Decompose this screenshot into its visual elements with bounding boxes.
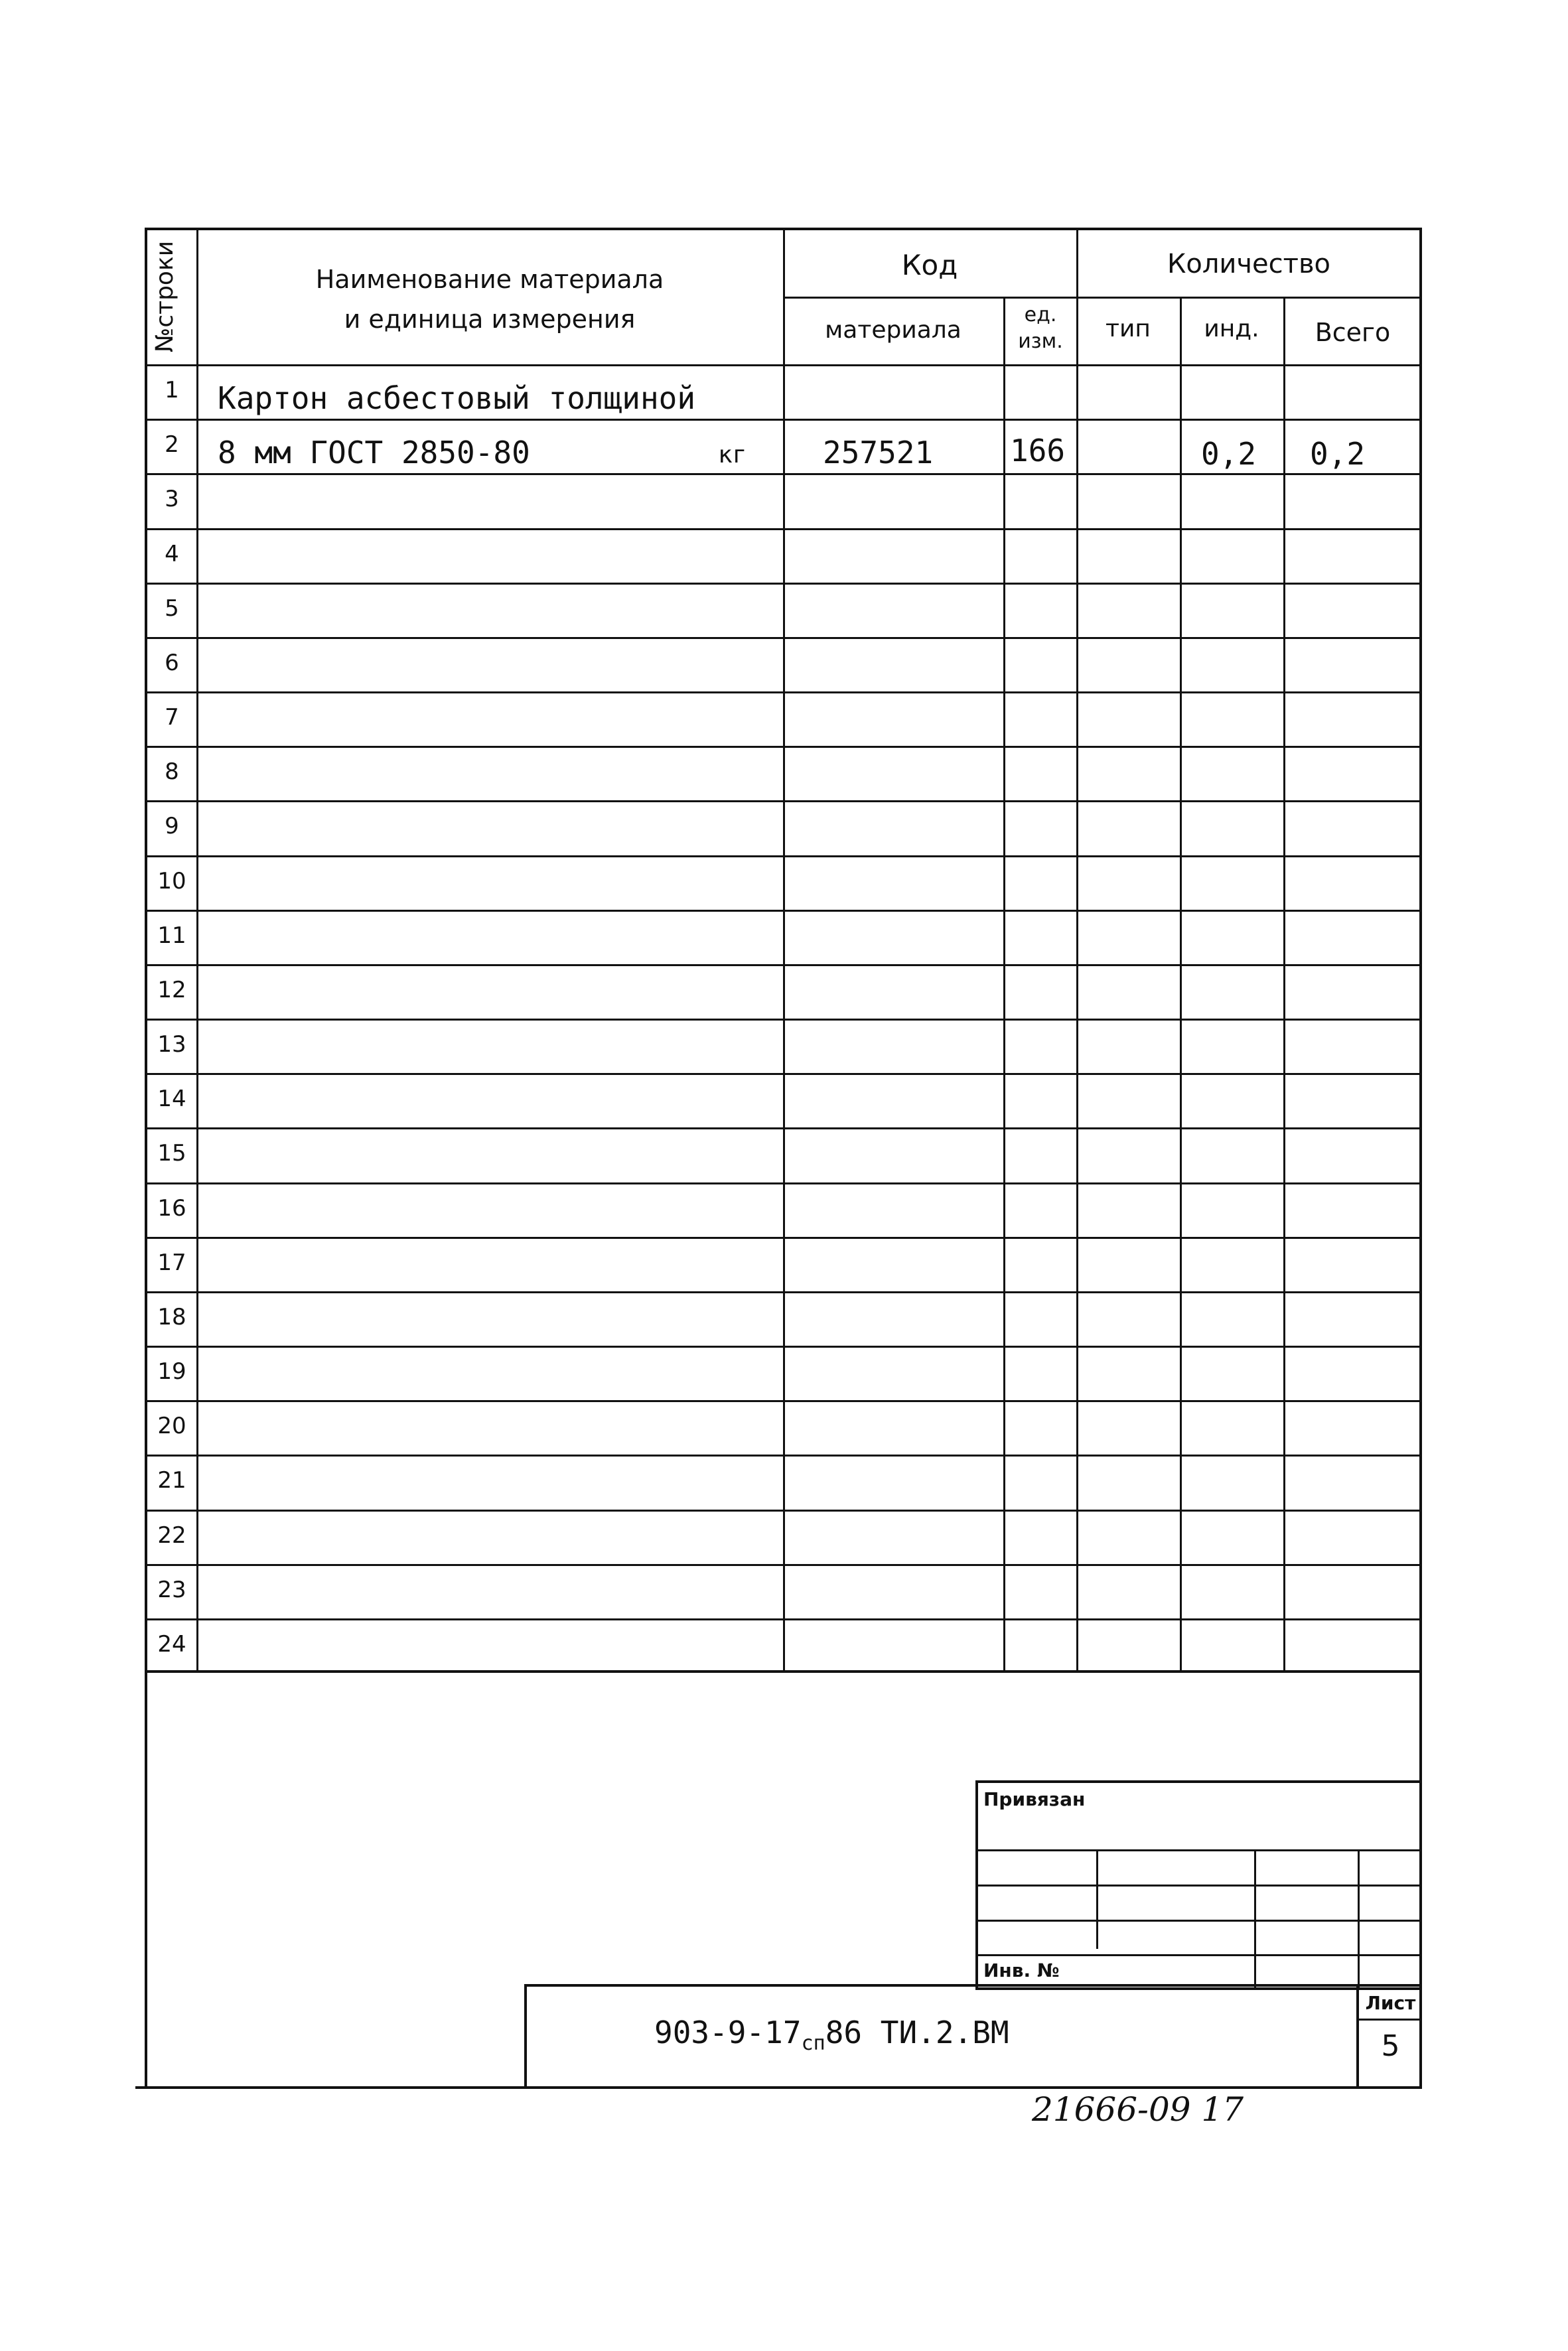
row-number: 3	[165, 486, 179, 512]
row-number-separator	[147, 419, 196, 421]
row-separator	[196, 473, 1419, 475]
row-number: 14	[157, 1086, 186, 1112]
row-number-separator	[147, 1182, 196, 1184]
materials-table	[145, 228, 1422, 1673]
linked-block	[975, 1780, 1422, 1990]
entry-unit-code: 166	[1010, 433, 1066, 468]
row-number-separator	[147, 746, 196, 748]
row-number-separator	[147, 583, 196, 585]
row-number: 20	[157, 1413, 186, 1439]
row-separator	[196, 1455, 1419, 1457]
row-number-separator	[147, 855, 196, 857]
sheet-label: Лист	[1365, 1992, 1416, 2014]
name-header-line2: и единица измерения	[344, 305, 636, 334]
row-number: 5	[165, 595, 179, 622]
row-separator	[196, 1073, 1419, 1075]
row-number-separator	[147, 528, 196, 530]
row-number: 15	[157, 1140, 186, 1167]
row-number-separator	[147, 910, 196, 912]
row-separator	[196, 1510, 1419, 1512]
row-number: 13	[157, 1031, 186, 1058]
row-separator	[196, 1346, 1419, 1348]
row-separator	[196, 746, 1419, 748]
row-number: 1	[165, 377, 179, 403]
code-material-header: материала	[825, 317, 962, 344]
row-number: 22	[157, 1522, 186, 1549]
row-number: 24	[157, 1631, 186, 1658]
entry-name-line1: Картон асбестовый толщиной	[218, 380, 696, 416]
row-number-separator	[147, 637, 196, 639]
entry-name-line2: 8 мм ГОСТ 2850-80	[218, 435, 530, 470]
row-separator	[196, 964, 1419, 966]
qty-total-header: Всего	[1315, 318, 1391, 347]
row-number-separator	[147, 473, 196, 475]
row-number-separator	[147, 691, 196, 693]
row-separator	[196, 1400, 1419, 1402]
row-separator	[196, 910, 1419, 912]
row-separator	[196, 1564, 1419, 1566]
row-number: 7	[165, 704, 179, 731]
row-number-separator	[147, 1618, 196, 1620]
row-number-separator	[147, 1073, 196, 1075]
row-number: 12	[157, 977, 186, 1003]
entry-material-code: 257521	[823, 435, 934, 470]
sheet-number: 5	[1381, 2029, 1400, 2063]
row-separator	[196, 583, 1419, 585]
inv-no-label: Инв. №	[983, 1959, 1060, 1981]
row-separator	[196, 1618, 1419, 1620]
row-number: 18	[157, 1304, 186, 1330]
linked-label: Привязан	[983, 1788, 1086, 1810]
name-header-line1: Наименование материала	[315, 265, 664, 294]
row-number: 6	[165, 650, 179, 676]
row-number: 23	[157, 1577, 186, 1603]
row-number: 2	[165, 431, 179, 458]
row-separator	[196, 855, 1419, 857]
code-header: Код	[901, 249, 958, 281]
entry-unit: кг	[718, 441, 747, 468]
row-number-separator	[147, 1455, 196, 1457]
document-code: $903-9-17_{сп}86$ ТИ.2.ВМ	[654, 2015, 1009, 2056]
row-number: 21	[157, 1467, 186, 1494]
row-separator	[196, 1291, 1419, 1293]
row-number: 16	[157, 1195, 186, 1222]
row-separator	[196, 1182, 1419, 1184]
row-separator	[196, 1019, 1419, 1021]
row-separator	[196, 691, 1419, 693]
row-separator	[196, 800, 1419, 802]
row-separator	[196, 419, 1419, 421]
row-number: 11	[157, 922, 186, 949]
qty-type-header: тип	[1105, 315, 1151, 342]
row-number-separator	[147, 1237, 196, 1239]
row-number-separator	[147, 1019, 196, 1021]
row-number: 19	[157, 1358, 186, 1385]
code-unit-header: ед. изм.	[1018, 303, 1063, 353]
row-number: 8	[165, 758, 179, 785]
row-separator	[196, 1237, 1419, 1239]
entry-ind: 0,2	[1201, 436, 1257, 472]
row-number-separator	[147, 800, 196, 802]
row-number-header: №строки	[151, 240, 178, 353]
row-number: 17	[157, 1249, 186, 1276]
row-number-separator	[147, 1510, 196, 1512]
entry-total: 0,2	[1310, 436, 1366, 472]
title-block	[524, 1984, 1422, 2089]
row-separator	[196, 637, 1419, 639]
row-number-separator	[147, 1346, 196, 1348]
row-number: 9	[165, 813, 179, 839]
row-number: 10	[157, 868, 186, 894]
row-separator	[196, 528, 1419, 530]
handwritten-archive-number: 21666-09 17	[1032, 2090, 1244, 2129]
row-number-separator	[147, 1400, 196, 1402]
row-number-separator	[147, 1291, 196, 1293]
qty-ind-header: инд.	[1204, 315, 1259, 342]
row-number-separator	[147, 1564, 196, 1566]
frame-left-edge	[145, 1671, 147, 2089]
row-separator	[196, 1127, 1419, 1129]
row-number-separator	[147, 964, 196, 966]
row-number: 4	[165, 541, 179, 567]
quantity-header: Количество	[1167, 249, 1330, 279]
row-number-separator	[147, 1127, 196, 1129]
